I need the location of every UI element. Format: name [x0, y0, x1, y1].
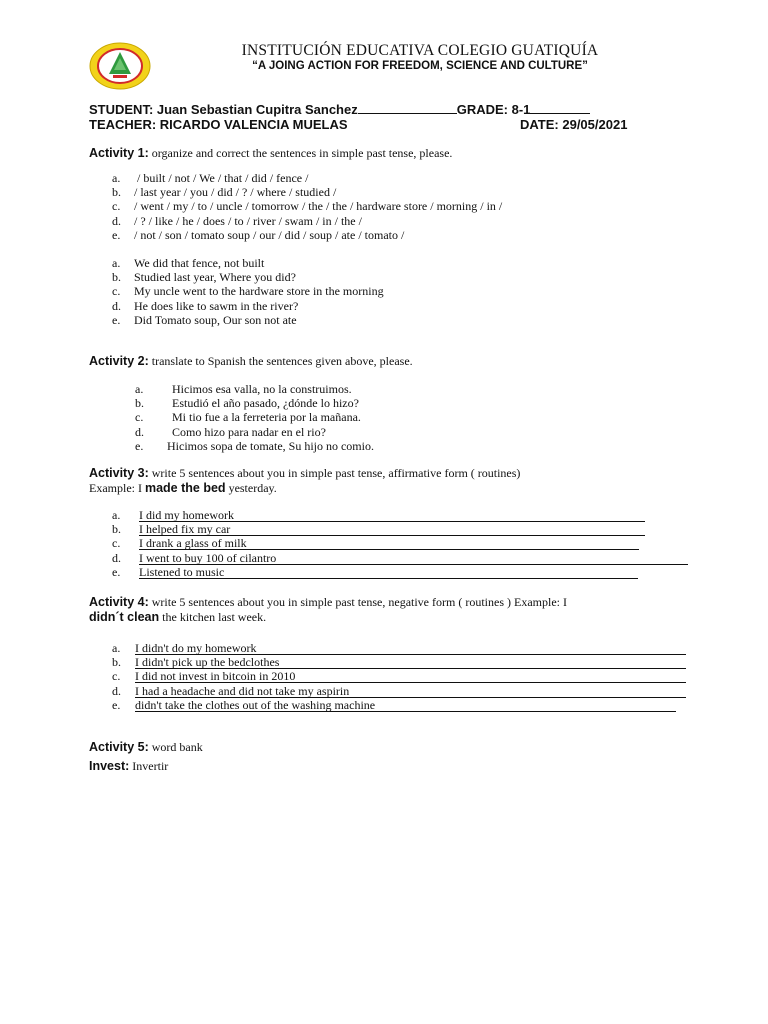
- activity3-title: Activity 3:: [89, 466, 149, 480]
- list-item: c. I did not invest in bitcoin in 2010: [112, 669, 686, 683]
- teacher-label: TEACHER: RICARDO VALENCIA MUELAS: [89, 117, 348, 132]
- list-item: c. Mi tio fue a la ferreteria por la mañana.: [135, 410, 361, 425]
- activity2-title: Activity 2:: [89, 354, 149, 368]
- student-line: [89, 102, 590, 117]
- list-item: d. Como hizo para nadar en el rio?: [135, 424, 326, 439]
- activity5-heading: [89, 740, 203, 755]
- word-bank-word: Invest:: [89, 759, 130, 773]
- activity3-items: [112, 508, 688, 579]
- activity5-title: Activity 5:: [89, 740, 149, 754]
- activity3-example-bold: made the bed: [144, 481, 226, 495]
- activity4-example: didn´t clean the kitchen last week.: [89, 610, 267, 624]
- activity1-answers: [112, 256, 384, 327]
- list-item: b. / last year / you / did / ? / where / studied /: [112, 185, 337, 200]
- activity1-prompts: [112, 171, 502, 242]
- list-item: a. I did my homework: [112, 508, 688, 522]
- list-item: a. Hicimos esa valla, no la construimos.: [135, 382, 352, 396]
- student-label: STUDENT: Juan Sebastian Cupitra Sanchez: [89, 102, 358, 117]
- date-label: DATE: 29/05/2021: [520, 117, 628, 132]
- list-item: b. I helped fix my car: [112, 522, 688, 536]
- grade-underline: [530, 102, 590, 114]
- activity2-instruction: translate to Spanish the sentences given above, please.: [148, 354, 413, 368]
- activity4-heading: [89, 595, 567, 610]
- institution-title: INSTITUCIÓN EDUCATIVA COLEGIO GUATIQUÍA: [241, 42, 599, 59]
- list-item: c. / went / my / to / uncle / tomorrow / the / the / hardware store / morning / in /: [112, 199, 503, 214]
- list-item: d. I had a headache and did not take my aspirin: [112, 684, 686, 698]
- institution-motto: “A JOING ACTION FOR FREEDOM, SCIENCE AND CULTURE”: [252, 60, 588, 72]
- list-item: e. Hicimos sopa de tomate, Su hijo no comio.: [135, 438, 374, 453]
- list-item: a. I didn't do my homework: [112, 641, 686, 655]
- list-item: d. I went to buy 100 of cilantro: [112, 551, 688, 565]
- word-bank-meaning: Invertir: [129, 759, 169, 773]
- list-item: e. didn't take the clothes out of the washing machine: [112, 698, 686, 712]
- list-item: d. He does like to sawm in the river?: [112, 298, 299, 313]
- list-item: b. I didn't pick up the bedclothes: [112, 655, 686, 669]
- list-item: a. / built / not / We / that / did / fence /: [112, 171, 309, 185]
- activity4-title: Activity 4:: [89, 595, 149, 609]
- activity4-example-bold: didn´t clean: [89, 610, 160, 624]
- activity5-instruction: word bank: [148, 740, 203, 754]
- list-item: c. I drank a glass of milk: [112, 536, 688, 550]
- activity2-items: [135, 382, 374, 453]
- list-item: d. / ? / like / he / does / to / river / swam / in / the /: [112, 213, 362, 228]
- activity1-instruction: organize and correct the sentences in simple past tense, please.: [148, 146, 453, 160]
- activity3-heading: [89, 466, 520, 481]
- activity3-instruction: write 5 sentences about you in simple past tense, affirmative form ( routines): [148, 466, 521, 480]
- activity4-items: [112, 641, 686, 712]
- list-item: a. We did that fence, not built: [112, 256, 265, 270]
- activity3-example: Example: I made the bed yesterday.: [89, 481, 277, 495]
- activity1-heading: [89, 146, 452, 161]
- list-item: c. My uncle went to the hardware store in the morning: [112, 284, 384, 299]
- activity4-instruction: write 5 sentences about you in simple past tense, negative form ( routines ) Example: I: [148, 595, 567, 609]
- list-item: e. / not / son / tomato soup / our / did / soup / ate / tomato /: [112, 227, 405, 242]
- activity1-title: Activity 1:: [89, 146, 149, 160]
- list-item: b. Estudió el año pasado, ¿dónde lo hizo?: [135, 396, 359, 411]
- list-item: e. Listened to music: [112, 565, 688, 579]
- word-bank-entry: [89, 759, 168, 774]
- list-item: e. Did Tomato soup, Our son not ate: [112, 312, 297, 327]
- activity2-heading: [89, 354, 413, 369]
- grade-label: GRADE: 8-1: [456, 102, 531, 117]
- list-item: b. Studied last year, Where you did?: [112, 270, 296, 285]
- student-underline: [358, 102, 457, 114]
